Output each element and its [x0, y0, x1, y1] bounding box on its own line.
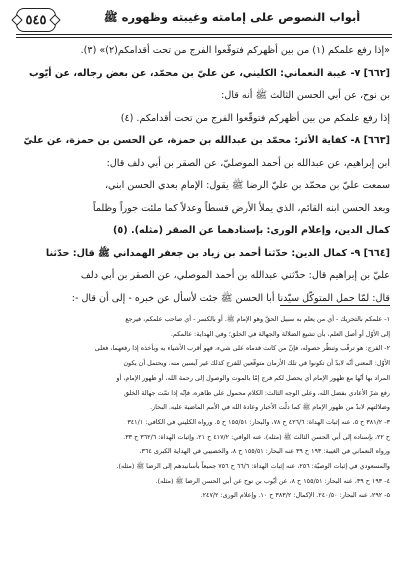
page-header [16, 6, 392, 36]
footnote-line: ورواه النعماني في الغيبة: ١٩٣ ح ٣٩ عنه البحار: ١٥٥/٥١ ح ٨، والخصيبي في الهداية الكبرى ٣٦٤، [139, 447, 390, 456]
footnotes [18, 312, 390, 503]
text-line: قال: لمّا حمل المتوكّل سيّدنا أبا الحسن ﷺ جئت لأسأل عن خبره - إلى أن قال -: [71, 292, 390, 304]
footnote-line: وضلالتهم لابدّ من ظهور الإمام ﷺ كما دلّت الأخبار وعادة الله في الأمم الماضية عليه. البحار. [150, 403, 390, 412]
footnote-line: ح ٢٢، بإسناده إلى أبي الحسن الثالث ﷺ (مثله). عنه الوافي: ٤١٧/٢ ح ٢١، وإثبات الهداة: ٣٦٢/٦ ح ٣٣. [123, 432, 390, 441]
footnote-line: ٥- ٢٩٢، عنه البحار: ٢٤٠/٥٠. الإكمال: ٣٨٣/٢ ح ١٠. وإعلام الورى: ٢٤٧/٢. [200, 491, 390, 500]
text-line: ابن إبراهيم، عن عبدالله بن أحمد الموصليّ، عن الصقر بن أبي دلف قال: [106, 157, 390, 169]
footnote-separator [280, 305, 390, 306]
text-line: سمعت عليّ بن محمّد بن عليّ الرضا ﷺ يقول: الإمام بعدي الحسن ابني، [104, 180, 390, 191]
text-line: وبعد الحسن ابنه القائم، الذي يملأ الأرض قسطاً وعدلاً كما ملئت جوراً وظلماً [92, 202, 390, 214]
hadith-heading-line: [٦٦٢] ٧- غيبة النعماني: الكليني، عن عليّ بن محمّد، عن بعض رجاله، عن أيّوب [28, 67, 390, 79]
footnote-line: ٣- ٣٨١/٢ ح ٥، عنه إثبات الهداة: ٤٢٦/٦ ح ٧٨، والبحار: ١٥٥/٥١ ح ٥. ورواه الكليني في الكافي: ٣٤١/١ [127, 417, 390, 426]
hadith-heading-line: [٦٦٤] ٩- كمال الدين: حدّثنا أحمد بن زياد بن جعفر الهمداني ﷺ قال: حدّثنا [45, 247, 390, 259]
page-number: ٥٤٥ [25, 12, 47, 28]
page-number-badge [16, 6, 56, 34]
running-title: أبواب النصوص على إمامته وغيبته وظهوره ﷺ [103, 10, 361, 24]
footnote-line: الأوّل: المعنى أنّه لابدّ أن تكونوا في تلك الأزمان متوقّعين للفرج كذلك غير آيسين منه. ويحتمل أن يكون [123, 359, 390, 368]
footnote-line: المراد بها أنّها مع ظهور الإمام أي يحصل لكم فرج إمّا بالموت والوصول إلى رحمة الله، أو ظهور الإمام، أو [116, 373, 390, 382]
text-line: إذا رفع علمكم من بين أظهركم فتوقّعوا الفرج من تحت أقدامكم. (٤) [120, 112, 390, 124]
footnote-line: ١- علمكم بالتحريك - أي من يعلم به سبيل الحقّ وهو الإمام ﷺ. أو بالكسر - أي صاحب علمكم، فيرجع [125, 315, 390, 323]
footnote-line: والمسعودي في إثبات الوصيّة: ٢٥٦، عنه إثبات الهداة: ٦٦/٦ ح ٧٥٦ جميعاً بأسانيدهم إلى الرضا ﷺ (مثله). [116, 462, 390, 471]
main-text [18, 40, 390, 310]
text-line: «إذا رفع علمكم (١) من بين أظهركم فتوقّعوا الفرج من تحت أقدامكم(٢)» (٣). [80, 45, 390, 56]
footnote-line: رفع شرّ الأعادي بفضل الله، وعلى الوجه الثالث: الكلام محمول على ظاهره، فإنّه إذا تمّت جهالة الخلق [123, 388, 390, 397]
text-line: بن نوح، عن أبي الحسن الثالث ﷺ أنه قال: [221, 90, 390, 101]
header-double-rule [16, 34, 392, 35]
footnote-line: ٢- الفرج: هو ترقّب وتنظّر حصوله، فإنّ من كانت قدماه على شيء، فهو أقرب الأشياء به وبأخذه إذا رفعهما، فعلى [94, 344, 390, 353]
footnote-line: إلى الأوّل أو أصل العلم، بأن تشيع الضلالة والجهالة في الخلق؛ وفي الهداية: عالمكم. [170, 329, 390, 338]
footnote-line: ٤- ١٩٣ ح ٣٩، عنه البحار: ١٥٥/٥١ ح ٨، عن أيّوب بن نوح عن أبي الحسن الرضا ﷺ (مثله). [155, 476, 390, 485]
text-line: عليّ بن إبراهيم قال: حدّثني عبدالله بن أحمد الموصلي، عن الصقر بن أبي دلف [80, 270, 390, 281]
hadith-heading-line: [٦٦٣] ٨- كفاية الأثر: محمّد بن عبدالله بن حمزة، عن الحسن بن حمزة، عن عليّ [23, 135, 390, 146]
text-line: كمال الدين، وإعلام الورى: بإسنادهما عن الصقر (مثله). (٥) [113, 225, 390, 236]
